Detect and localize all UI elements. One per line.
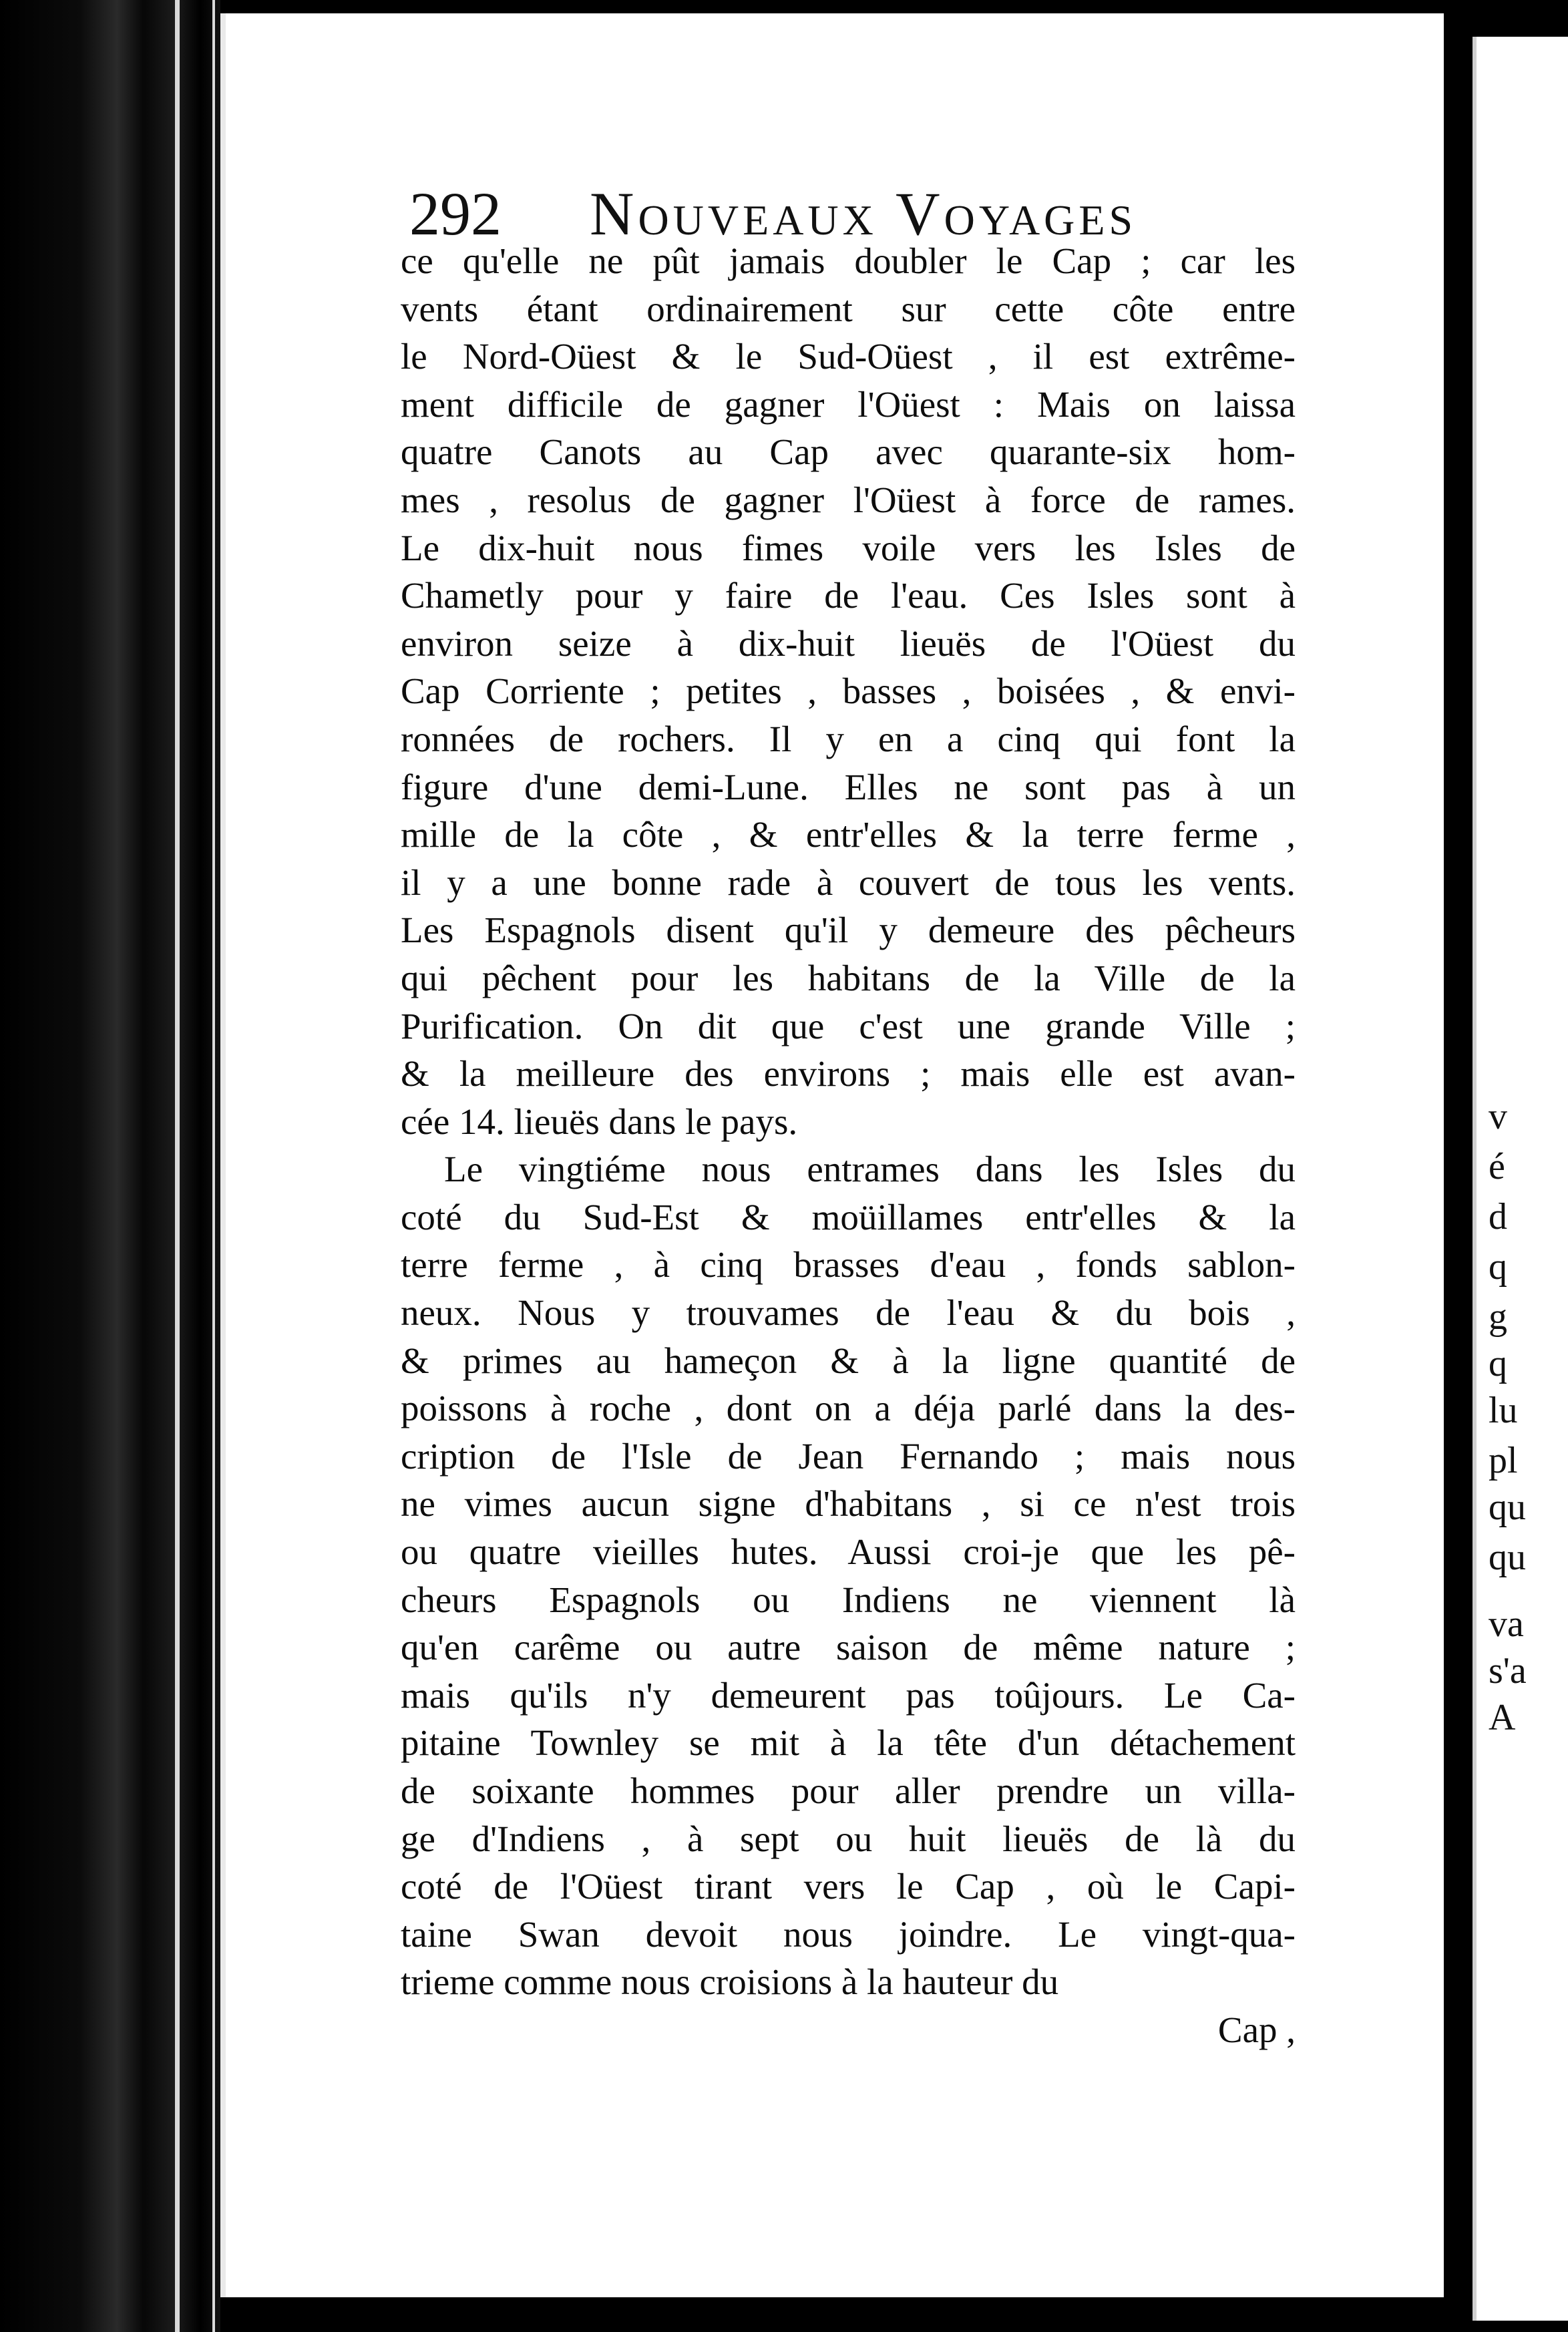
facing-page-text: lu [1489,1390,1518,1431]
text-line: Le vingtiéme nous entrames dans les Isles du [444,1149,1296,1190]
facing-page-text: v [1489,1096,1507,1137]
page-edge-line [175,0,180,2332]
text-line: Chametly pour y faire de l'eau. Ces Isles sont à [401,575,1296,616]
facing-page-text: é [1489,1146,1505,1187]
text-line: le Nord-Oüest & le Sud-Oüest , il est extrême- [401,336,1296,377]
text-line: ce qu'elle ne pût jamais doubler le Cap ; car les [401,240,1296,281]
text-line: Cap Corriente ; petites , basses , boisées , & envi- [401,670,1296,712]
facing-page-text: qu [1489,1537,1526,1578]
text-line: mille de la côte , & entr'elles & la terre ferme , [401,814,1296,855]
text-line: Purification. On dit que c'est une grande Ville ; [401,1005,1296,1046]
facing-page-text: d [1489,1196,1507,1237]
text-line: vents étant ordinairement sur cette côte entre [401,288,1296,329]
text-line: coté de l'Oüest tirant vers le Cap , où le Capi- [401,1866,1296,1907]
facing-page-text: va [1489,1603,1524,1645]
book-binding [0,0,220,2332]
text-line: qui pêchent pour les habitans de la Ville de la [401,957,1296,998]
text-line: ne vimes aucun signe d'habitans , si ce n'est trois [401,1483,1296,1525]
text-line: Le dix-huit nous fimes voile vers les Isles de [401,527,1296,568]
body-text [401,237,1296,2054]
running-title: Nouveaux Voyages [590,180,1137,248]
text-line: trieme comme nous croisions à la hauteur du [401,1961,1059,2003]
facing-page-text: q [1489,1246,1507,1288]
text-line: & la meilleure des environs ; mais elle est avan- [401,1053,1296,1095]
text-line: quatre Canots au Cap avec quarante-six hom- [401,431,1296,473]
catchword: Cap , [1217,2009,1296,2050]
text-line: taine Swan devoit nous joindre. Le vingt-qua- [401,1913,1296,1955]
text-line: pitaine Townley se mit à la tête d'un détachement [401,1722,1296,1764]
text-line: il y a une bonne rade à couvert de tous les vents. [401,861,1296,903]
text-line: mes , resolus de gagner l'Oüest à force de rames. [401,479,1296,520]
facing-page-fragment [1473,37,1568,2321]
facing-page-text: s'a [1489,1650,1527,1692]
text-line: cription de l'Isle de Jean Fernando ; mais nous [401,1435,1296,1477]
text-line: neux. Nous y trouvames de l'eau & du bois , [401,1292,1296,1334]
text-line: ronnées de rochers. Il y en a cinq qui font la [401,718,1296,759]
text-line: figure d'une demi-Lune. Elles ne sont pas à un [401,766,1296,807]
text-line: terre ferme , à cinq brasses d'eau , fonds sablon- [401,1244,1296,1286]
text-line: ou quatre vieilles hutes. Aussi croi-je que les pê- [401,1531,1296,1573]
text-line: ment difficile de gagner l'Oüest : Mais on laissa [401,383,1296,425]
facing-page-text: qu [1489,1487,1526,1528]
text-line: poissons à roche , dont on a déja parlé dans la des- [401,1388,1296,1429]
text-line: ge d'Indiens , à sept ou huit lieuës de là du [401,1818,1296,1859]
text-line: & primes au hameçon & à la ligne quantité de [401,1340,1296,1381]
page-edge-line [212,0,215,2332]
facing-page-text: pl [1489,1440,1518,1481]
text-line: de soixante hommes pour aller prendre un villa- [401,1770,1296,1811]
text-line: environ seize à dix-huit lieuës de l'Oüest du [401,622,1296,664]
text-line: qu'en carême ou autre saison de même nature ; [401,1627,1296,1668]
text-line: coté du Sud-Est & moüillames entr'elles & la [401,1196,1296,1237]
facing-page-text: q [1489,1343,1507,1384]
page-number: 292 [409,180,502,248]
text-line: mais qu'ils n'y demeurent pas toûjours. Le Ca- [401,1674,1296,1716]
facing-page-text: g [1489,1296,1507,1338]
text-line: cheurs Espagnols ou Indiens ne viennent là [401,1579,1296,1620]
facing-page-text: A [1489,1697,1516,1738]
text-line: Les Espagnols disent qu'il y demeure des pêcheurs [401,910,1296,951]
text-line: cée 14. lieuës dans le pays. [401,1101,798,1142]
